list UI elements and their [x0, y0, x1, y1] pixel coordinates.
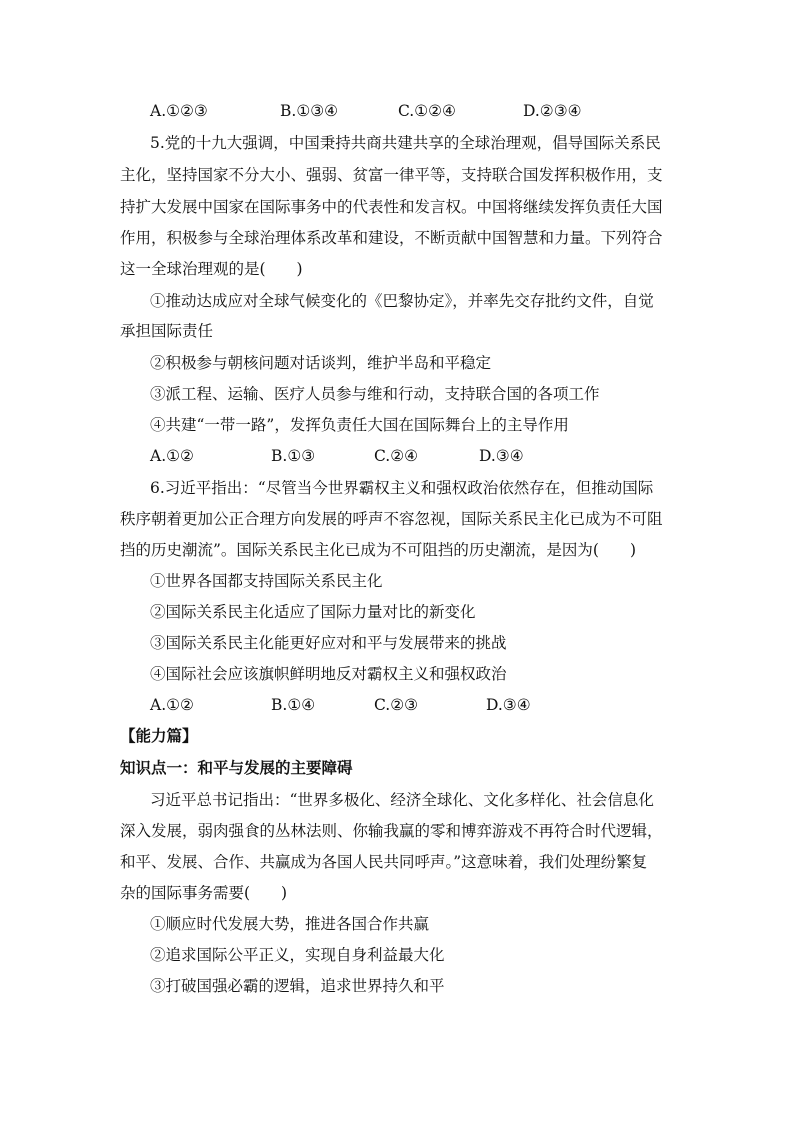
q7-stem-line-4: 杂的国际事务需要( ) — [120, 884, 288, 902]
q6-item-2: ②国际关系民主化适应了国际力量对比的新变化 — [150, 603, 476, 621]
section-title: 【能力篇】 — [120, 727, 198, 745]
q5-stem-line-4: 作用，积极参与全球治理体系改革和建设，不断贡献中国智慧和力量。下列符合 — [120, 229, 663, 247]
q7-item-2: ②追求国际公平正义，实现自身利益最大化 — [150, 946, 445, 964]
q5-stem-line-3: 持扩大发展中国家在国际事务中的代表性和发言权。中国将继续发挥负责任大国 — [120, 198, 663, 216]
q4-option-d: D.②③④ — [523, 102, 582, 120]
q6-option-c: C.②③ — [374, 696, 419, 714]
q5-option-c: C.②④ — [374, 447, 419, 465]
q6-option-b: B.①④ — [271, 696, 316, 714]
q6-option-a: A.①② — [150, 696, 194, 714]
q6-option-d: D.③④ — [486, 696, 531, 714]
q6-item-1: ①世界各国都支持国际关系民主化 — [150, 572, 383, 590]
q5-item-3: ③派工程、运输、医疗人员参与维和行动，支持联合国的各项工作 — [150, 385, 600, 403]
q7-item-1: ①顺应时代发展大势，推进各国合作共赢 — [150, 915, 430, 933]
q6-item-4: ④国际社会应该旗帜鲜明地反对霸权主义和强权政治 — [150, 665, 507, 683]
section-subtitle: 知识点一：和平与发展的主要障碍 — [120, 759, 353, 777]
q6-stem-line-3: 挡的历史潮流”。国际关系民主化已成为不可阻挡的历史潮流，是因为( ) — [120, 541, 637, 559]
q5-option-b: B.①③ — [271, 447, 316, 465]
q6-stem-line-1: 6.习近平指出：“尽管当今世界霸权主义和强权政治依然存在，但推动国际 — [150, 479, 654, 497]
q6-item-3: ③国际关系民主化能更好应对和平与发展带来的挑战 — [150, 634, 507, 652]
q6-stem-line-2: 秩序朝着更加公正合理方向发展的呼声不容忽视，国际关系民主化已成为不可阻 — [120, 510, 663, 528]
q5-stem-line-2: 主化，坚持国家不分大小、强弱、贫富一律平等，支持联合国发挥积极作用，支 — [120, 166, 663, 184]
q5-stem-line-1: 5.党的十九大强调，中国秉持共商共建共享的全球治理观，倡导国际关系民 — [150, 134, 661, 152]
q5-option-d: D.③④ — [479, 447, 524, 465]
q7-stem-line-1: 习近平总书记指出：“世界多极化、经济全球化、文化多样化、社会信息化 — [150, 791, 654, 809]
q5-stem-line-5: 这一全球治理观的是( ) — [120, 260, 303, 278]
q4-option-c: C.①②④ — [398, 102, 456, 120]
q7-stem-line-2: 深入发展，弱肉强食的丛林法则、你输我赢的零和博弈游戏不再符合时代逻辑， — [120, 822, 663, 840]
q5-item-2: ②积极参与朝核问题对话谈判，维护半岛和平稳定 — [150, 354, 492, 372]
q5-item-4: ④共建“一带一路”，发挥负责任大国在国际舞台上的主导作用 — [150, 416, 569, 434]
q7-stem-line-3: 和平、发展、合作、共赢成为各国人民共同呼声。”这意味着，我们处理纷繁复 — [120, 853, 648, 871]
q4-option-b: B.①③④ — [280, 102, 339, 120]
q5-item-1: ①推动达成应对全球气候变化的《巴黎协定》，并率先交存批约文件，自觉 — [150, 292, 654, 310]
q5-option-a: A.①② — [150, 447, 194, 465]
q7-item-3: ③打破国强必霸的逻辑，追求世界持久和平 — [150, 977, 445, 995]
q4-option-a: A.①②③ — [150, 102, 208, 120]
q5-item-1-continued: 承担国际责任 — [120, 322, 214, 340]
